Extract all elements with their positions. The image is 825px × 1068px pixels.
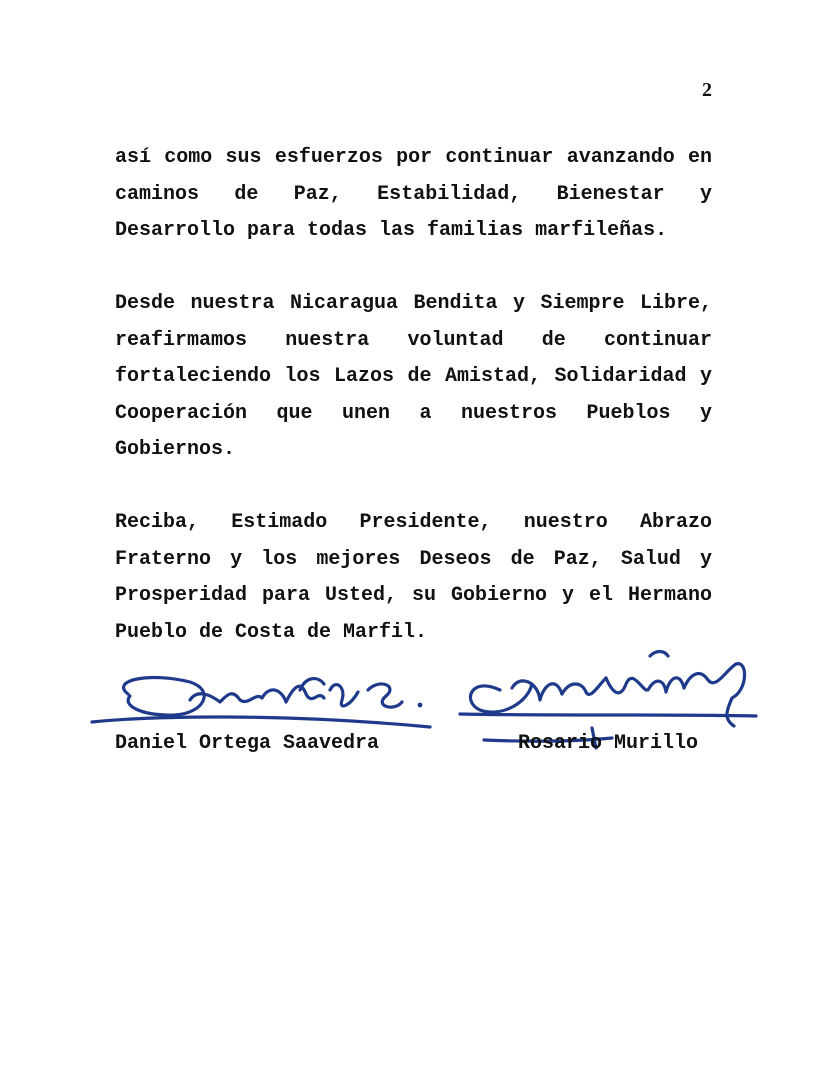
signature-daniel-ortega [92, 678, 430, 727]
paragraph-greeting: Reciba, Estimado Presidente, nuestro Abrazo Fraterno y los mejores Deseos de Paz, Salud y Prosperidad para Usted, su Gobierno y el Hermano Pueblo de Costa de Marfil. [115, 511, 712, 644]
paragraph-closing-wishes: así como sus esfuerzos por continuar avanzando en caminos de Paz, Estabilidad, Bienestar y Desarrollo para todas las familias marfileñas. [115, 146, 712, 242]
signatory-name-left: Daniel Ortega Saavedra [115, 732, 380, 755]
signatory-name-right: Rosario Murillo [518, 732, 699, 755]
letter-body [115, 140, 712, 651]
page-number: 2 [702, 79, 712, 101]
paragraph-reaffirmation: Desde nuestra Nicaragua Bendita y Siempre Libre, reafirmamos nuestra voluntad de continuar fortaleciendo los Lazos de Amistad, Solidaridad y Cooperación que unen a nuestros Pueblos y Gobiernos. [115, 292, 712, 461]
